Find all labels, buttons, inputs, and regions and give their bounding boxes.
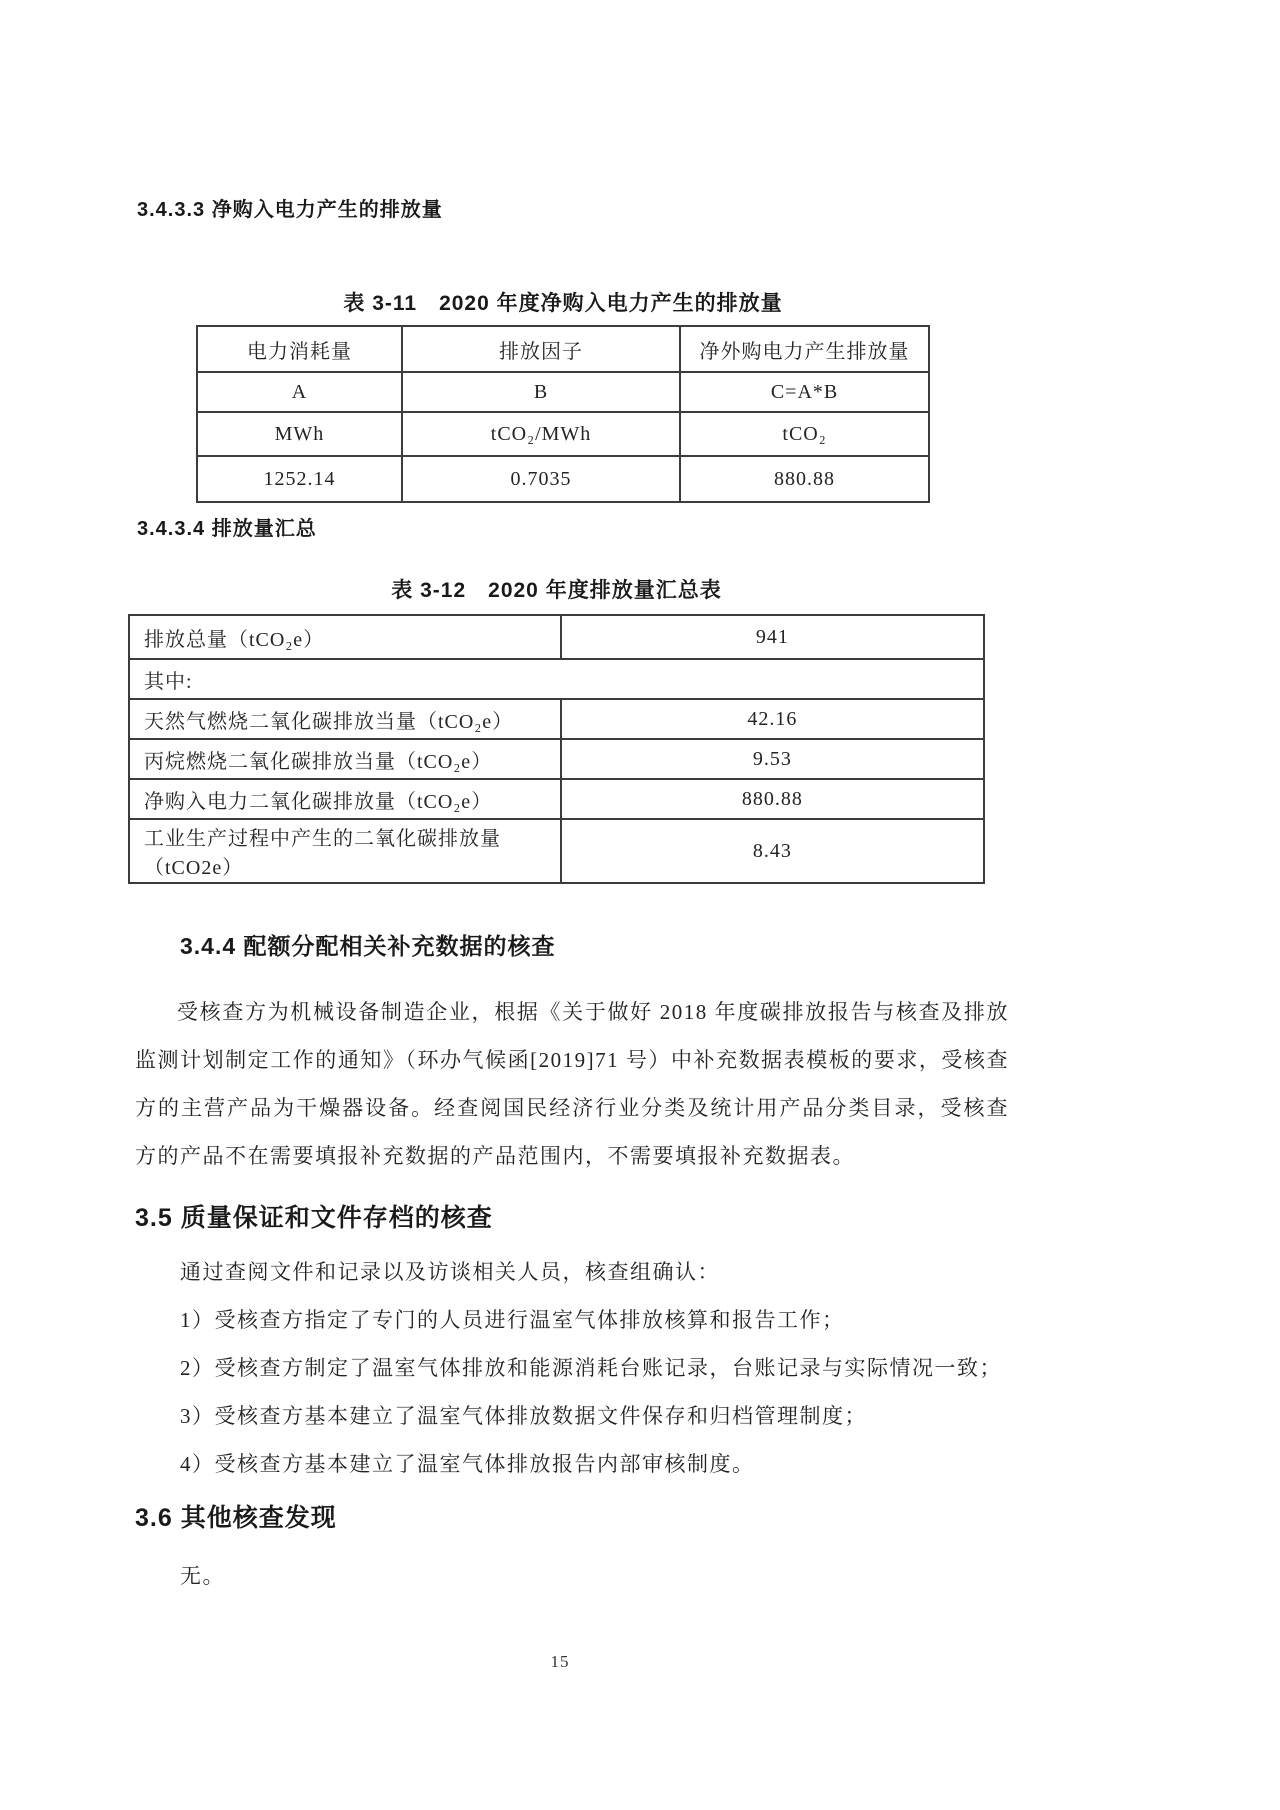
table-cell: 丙烷燃烧二氧化碳排放当量（tCO₂e） [129,739,561,779]
table-3-11-caption: 表 3-11 2020 年度净购入电力产生的排放量 [343,292,783,315]
paragraph-3-4-4: 受核查方为机械设备制造企业，根据《关于做好 2018 年度碳排放报告与核查及排放监测计划制定工作的通知》（环办气候函[2019]71 号）中补充数据表模板的要求，受核查方的主营产品为干燥器设备。经查阅国民经济行业分类及统计用产品分类目录，受核查方的产品不在需要填报补充数据的产品范围内，不需要填报补充数据表。 [135,1000,1009,1168]
table-cell: 排放总量（tCO₂e） [129,615,561,659]
list-item: 1）受核查方指定了专门的人员进行温室气体排放核算和报告工作； [180,1308,845,1332]
heading-3-4-4: 3.4.4 配额分配相关补充数据的核查 [180,933,556,959]
table-cell: 工业生产过程中产生的二氧化碳排放量（tCO2e） [129,819,561,883]
table-cell: tCO₂ [680,412,929,456]
table-cell: 0.7035 [402,456,680,502]
table-cell: 净购入电力二氧化碳排放量（tCO₂e） [129,779,561,819]
table-row [129,779,984,819]
table-cell: 净外购电力产生排放量 [680,326,929,372]
table-3-11 [196,325,930,503]
table-cell: 1252.14 [197,456,402,502]
table-cell: 排放因子 [402,326,680,372]
heading-3-5: 3.5 质量保证和文件存档的核查 [135,1204,493,1232]
page-number: 15 [550,1652,570,1671]
table-cell: A [197,372,402,412]
heading-3-4-3-3: 3.4.3.3 净购入电力产生的排放量 [137,199,443,221]
table-cell: 电力消耗量 [197,326,402,372]
list-item: 4）受核查方基本建立了温室气体排放报告内部审核制度。 [180,1452,755,1476]
list-item: 3）受核查方基本建立了温室气体排放数据文件保存和归档管理制度； [180,1404,867,1428]
table-3-12 [128,614,985,884]
table-cell: 8.43 [561,819,984,883]
table-cell: tCO₂/MWh [402,412,680,456]
table-row [129,659,984,699]
table-cell: C=A*B [680,372,929,412]
findings-list [180,1296,1002,1488]
table-cell: 42.16 [561,699,984,739]
table-cell: 880.88 [680,456,929,502]
table-row [197,456,929,502]
table-cell: 天然气燃烧二氧化碳排放当量（tCO₂e） [129,699,561,739]
table-row [129,739,984,779]
table-row [129,699,984,739]
table-cell: B [402,372,680,412]
paragraph-3-6: 无。 [180,1564,225,1588]
heading-3-4-3-4: 3.4.3.4 排放量汇总 [137,518,317,540]
list-item: 2）受核查方制定了温室气体排放和能源消耗台账记录，台账记录与实际情况一致； [180,1356,1002,1380]
table-cell: 其中: [129,659,984,699]
table-row [197,412,929,456]
table-3-12-caption: 表 3-12 2020 年度排放量汇总表 [391,579,722,602]
table-row [129,819,984,883]
table-row [129,615,984,659]
paragraph-3-5-intro: 通过查阅文件和记录以及访谈相关人员，核查组确认： [180,1260,720,1284]
table-cell: MWh [197,412,402,456]
table-cell: 941 [561,615,984,659]
table-cell: 9.53 [561,739,984,779]
table-cell: 880.88 [561,779,984,819]
heading-3-6: 3.6 其他核查发现 [135,1504,337,1532]
table-row [197,326,929,372]
table-row [197,372,929,412]
